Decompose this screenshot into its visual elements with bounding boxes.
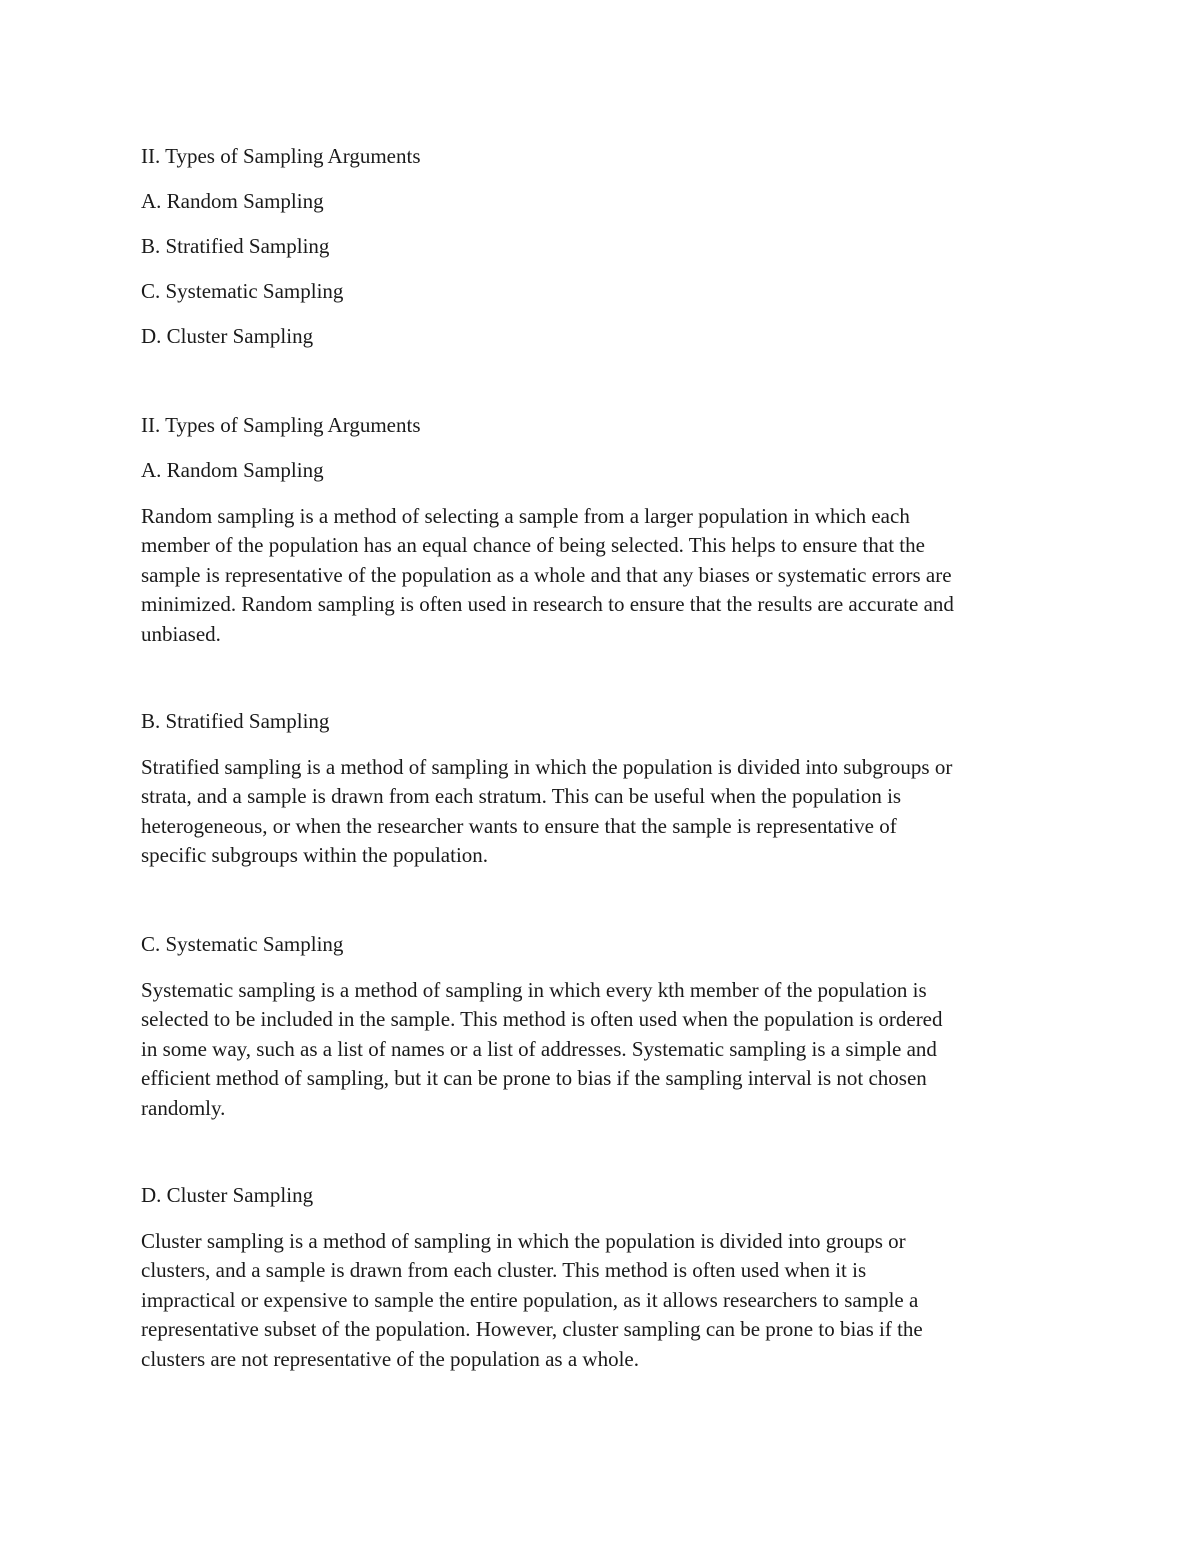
paragraph-line: heterogeneous, or when the researcher wants to ensure that the sample is representative of: [141, 813, 897, 838]
paragraph-line: Cluster sampling is a method of sampling in which the population is divided into groups or: [141, 1229, 906, 1253]
paragraph-line: strata, and a sample is drawn from each stratum. This can be useful when the population is: [141, 784, 902, 809]
paragraph-line: specific subgroups within the population.: [141, 843, 489, 868]
paragraph-line: representative subset of the population. However, cluster sampling can be prone to bias if the: [141, 1317, 923, 1342]
paragraph-line: sample is representative of the population as a whole and that any biases or systematic errors are: [141, 562, 952, 587]
paragraph-line: randomly.: [141, 1095, 226, 1120]
paragraph-line: in some way, such as a list of names or a list of addresses. Systematic sampling is a simple and: [141, 1036, 937, 1061]
paragraph-line: minimized. Random sampling is often used in research to ensure that the results are accurate and: [141, 592, 954, 617]
section-heading-stratified: B. Stratified Sampling: [141, 709, 330, 733]
paragraph-line: efficient method of sampling, but it can be prone to bias if the sampling interval is not chosen: [141, 1066, 927, 1091]
outline-item-random: A. Random Sampling: [141, 189, 324, 213]
paragraph-line: impractical or expensive to sample the entire population, as it allows researchers to sample a: [141, 1287, 919, 1312]
section-paragraph-random: [141, 502, 1061, 649]
outline-title: II. Types of Sampling Arguments: [141, 144, 421, 168]
outline-item-stratified: B. Stratified Sampling: [141, 234, 330, 258]
paragraph-line: clusters, and a sample is drawn from each cluster. This method is often used when it is: [141, 1258, 867, 1283]
section-heading-random: A. Random Sampling: [141, 458, 324, 482]
paragraph-line: Systematic sampling is a method of sampling in which every kth member of the population is: [141, 978, 927, 1002]
paragraph-line: clusters are not representative of the population as a whole.: [141, 1346, 639, 1371]
outline-item-systematic: C. Systematic Sampling: [141, 279, 344, 303]
paragraph-line: Stratified sampling is a method of sampling in which the population is divided into subgroups or: [141, 755, 953, 779]
paragraph-line: unbiased.: [141, 621, 221, 646]
outline-item-cluster: D. Cluster Sampling: [141, 324, 314, 348]
section-paragraph-cluster: [141, 1227, 1061, 1374]
body-title: II. Types of Sampling Arguments: [141, 413, 421, 437]
section-paragraph-systematic: [141, 976, 1061, 1123]
paragraph-line: member of the population has an equal chance of being selected. This helps to ensure that the: [141, 533, 925, 558]
section-paragraph-stratified: [141, 753, 1061, 871]
paragraph-line: Random sampling is a method of selecting a sample from a larger population in which each: [141, 504, 910, 528]
section-heading-cluster: D. Cluster Sampling: [141, 1183, 314, 1207]
section-heading-systematic: C. Systematic Sampling: [141, 932, 344, 956]
paragraph-line: selected to be included in the sample. This method is often used when the population is ordered: [141, 1007, 943, 1032]
